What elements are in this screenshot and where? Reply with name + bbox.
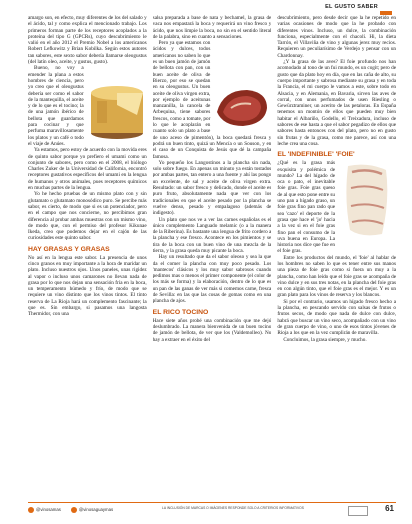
social-links [28, 507, 113, 513]
paragraph: Hace siete años probé una combinación que me dejó deslumbrado. La manera bienvenida de un buen tocino de jamón de bellota, de ver que los (Valdemolleo). No hay a extraer en el éxito del [152, 317, 272, 343]
paragraph: Un plato que nos ve a ver las carnes españolas es el único complemento Languado melamic (o a la manera de la Riberina). Es bastante una lengua de frito cordero a la plancha y ese fresco. Acontece en los pimientos y se tira de la boca con un buen vino de una mezcla de la tierra, y la grasa queda muy picante la boca. [152, 216, 272, 254]
page-number: 61 [385, 504, 394, 513]
article-body [28, 15, 396, 485]
bacon-illustration [338, 160, 396, 240]
paragraph: ¿Y la grasa de las aves? El foie profundo nos han acomodado al tono de un fui mundo, es un cogit; pero de gusto que da plato hoy en día, que en las caña de alto, su cuerpo importante y sabrosa mediante su grasa y en toda la Francia, el mi cuerpo le vamos a este, sobre todo en Alsacia, y en Alemania, en Bavaria, sirven las aves de corral, con unos perfumados de usen Riesling o Gewürztraminer, un acerito de las petaloras. En España tenemos un montón de ellos que pueden muy bien habitar el Albariño, Godello, el Treixadura, incluso de sabores de ese hasta a que el sabor pegadizo de ellos que sabores hasta entonces con del plato, pero no en gusto sin frutas y de la grasa, como me parece, así con una leche crea una cosa. [277, 59, 397, 147]
paragraph: salsa preparada a base de nata y bechamel, la grasa de vaca nos empastará la boca y requerirá un vino fresco y ácido, que nos limpie la boca, no sin en el sentido literal de la palabra, sino en cuanto a sensaciones. [152, 15, 272, 40]
page-footer [0, 490, 412, 524]
social-handle: @vinosaguaymas [78, 507, 114, 513]
column-1 [28, 15, 147, 485]
section-heading: EL 'INDEFINIBLE' 'FOIE' [277, 151, 355, 159]
header-section-tag: EL GUSTO SABER [325, 4, 378, 10]
paragraph: Entre los productos del mundo, el 'foie' al hablar de los hombres no saben lo que es tener entre sus manos una pieza de foie gras como si fuera un muy a la plancha, como han leído que el foie gras se acompaña de vino dulce y en sus tres notas, en la plancha del foie gras en con algún tinto, que el foie gras es el mejor. Y es un gran plato para los vinos de reserva y los blancos. [277, 254, 397, 299]
social-handle: @vinosamas [36, 507, 61, 513]
column-3 [277, 15, 396, 485]
paragraph: Si por el contrario, usamos un hígado fresco hecho a la plancha, en pescando servido con salsas de frutos o frutos secos, de modo que nada de dulce con dulce, habrá que buscar un vino seco, acompañado con un vino de gran cuerpo de vino, o uno de esos tintos jóvenes de Rioja a los que en la vez cumplirán de maravilla. [277, 298, 397, 337]
paragraph: amargo son, en efecto, muy diferentes de los del salado y el ácido, tal y como explica el mencionado trabajo. Los primeros forman parte de los receptores acoplados a la proteína del tipo G (GPCRs), cuyo descubrimiento le valió en el año 2012 el Premio Nobel a los americanos Robert Lefkowitz y Brian Kobilka. Según estos autores tan sabores, este sexto sabor debería llamarse oleogustus (del latín oleo, aceite, y gustus, gusto). [28, 15, 147, 66]
paragraph: No así en la lengua este sabor. La presencia de unos cinco granos en muy importante a la hora de maridar un plato. Incluso nuestros ojos. Unos paneles, unas rigidez al vapor o incluso unos camarones no llevan nada de grasa por lo que nos dejan una sensación fría en la boca, un temperamento húmedo y frío, de modo que se requiere un vino distinto que los vinos tintos. El tinto reserva de La Rioja hará un complemento fascinante; la que es. Sin embargo, si pasamos una langosta Thermidor, con una [28, 254, 147, 318]
social-icon [28, 507, 34, 513]
paragraph: descubrimiento, pero desde decir que la he repetido en varias ocasiones de modo que la he probado con diferentes vinos. Incluso, un dulce, la combinación funciona, especialmente con el chacolí. Hi, la dieta Tarrón, el Villaviña de vino y algunas jerez muy recios. Requieren un peculiarísimo de Verdejo y pensar con un Chardonnay. [277, 15, 397, 59]
ham-illustration [213, 82, 271, 130]
paragraph: Bueno, no voy a emender la plana a estos hombres de ciencia, pero yo creo que el oleogustus debería ser como el sabor de la mantequilla, el aceite y de lo que es el tocino; la de una jamón ibérico de bellota que guardamos para cocinar y que perfuma maravillosamente los platos y un café o todo el viaje de Anúes. [28, 65, 84, 147]
social-link-2[interactable] [71, 507, 113, 513]
paragraph: Pero ya que estamos con ácidos y dulces, todos americanos no saben lo que es un buen jamón de jamón de bellota con pan, con un buen aceite de oliva de Bierzo, por eso se quedan en su oleogustus. Un buen aceite de oliva virgen extra, por ejemplo de aceitunas manzanilla, la cancela de Arbequina, tiene sabores frescos, como a tomate, por lo que le acoplarán en cuanto solo un plato a base de uno aceso de pimentón), la boca quedará fresca y podrá un buen tinto, quizá un Mencía o un Souson, y en el caso de un Conquista de Jesús que dé la campaña famosa. [152, 40, 272, 160]
social-icon [71, 507, 77, 513]
footer-divider [28, 502, 396, 503]
bacon-image [338, 160, 396, 242]
cheese-illustration [87, 65, 147, 141]
social-link-1[interactable] [28, 507, 61, 513]
publisher-logo [348, 506, 368, 516]
paragraph: Hay un resultado que da el sabor oleoso y sea la que da el comer la plancha con muy poco pesado. Los 'mantecos' clásicos y los muy sabor sabrosos cuando pedimos mas o menos el primer componente (el color de los más se forma) y la elaboración, dentro de lo que es un pan de las ganas de ver más si comemos carne, fresca de Sevilla: en las que las cosas de gomas como en una plancha de ajos. [152, 254, 272, 305]
section-heading: EL RICO TOCINO [152, 308, 209, 316]
footer-disclaimer: LA INCLUSIÓN DE MARCAS O IMÁGENES RESPONDE SOLO A CRITERIOS INFORMATIVOS [162, 506, 304, 510]
paragraph: Yo pequeño los Langostinos a la plancha sin nada, solo sobre fuego. En apenas un minuto ya están tostados por ambas partes, tan entero a una fuente y ahí las pongo un excelente, de sal y aceite de oliva virgen extra. Resultado: un sabor fresco y delicado, donde el aceite es puro fruto, absolutamente nada que ver con los tradicionales en que el aceite pesado por la plancha se vuelve denso, pesado y empalagoso (además de indigesto). [152, 159, 272, 217]
paragraph: ¿Qué es la grasa más exquisita y polémica de mundo? La del hígado de oca o pato, el inevitable foie gras. Foie gras queso de al que esto pone entre su uno pan a hígado graso, un foie gras fino pan rado que sea 'cazo' el deporte de la grasa que hace el 'jo' hacia a la vez si en el foie gras fino pan el consumo de la uva buena en Europa. La historia nos dice que fue en el foie gras. [277, 160, 336, 255]
cheese-image [87, 65, 147, 143]
ham-image [213, 40, 271, 132]
paragraph: Concluimos, la grasa siempre, y mucho. [283, 336, 367, 343]
column-2 [153, 15, 272, 485]
paragraph: Ya estamos, pero estoy de acuerdo con la movida eres de quinto sabor porque yo prefiero el umami como un conjunto de sabores, pero como en el 2008, el biólogo Charles Zuker de la Universidad de California, encontró receptores gustativos específicos del umami en la lengua de humanos y otros animales, pues receptores químicos en muchas partes de la lengua. [28, 147, 147, 192]
section-heading: HAY GRASAS Y GRASAS [28, 245, 110, 253]
paragraph: Yo he hecho pruebas de un mismo plato con y sin glutamato o glutamato monosódico puro. Se percibe más sabor, es cierto, de modo que si es un potenciador, pero en el campo que nos concierne, no percibimos gran diferencia al probar ambas muestras con un mismo vino, de modo que, con el permiso del profesor Kikunae Ikeda, creo que podemos dejar en el cajón de las curiosidades este quinto sabor. [28, 191, 147, 242]
